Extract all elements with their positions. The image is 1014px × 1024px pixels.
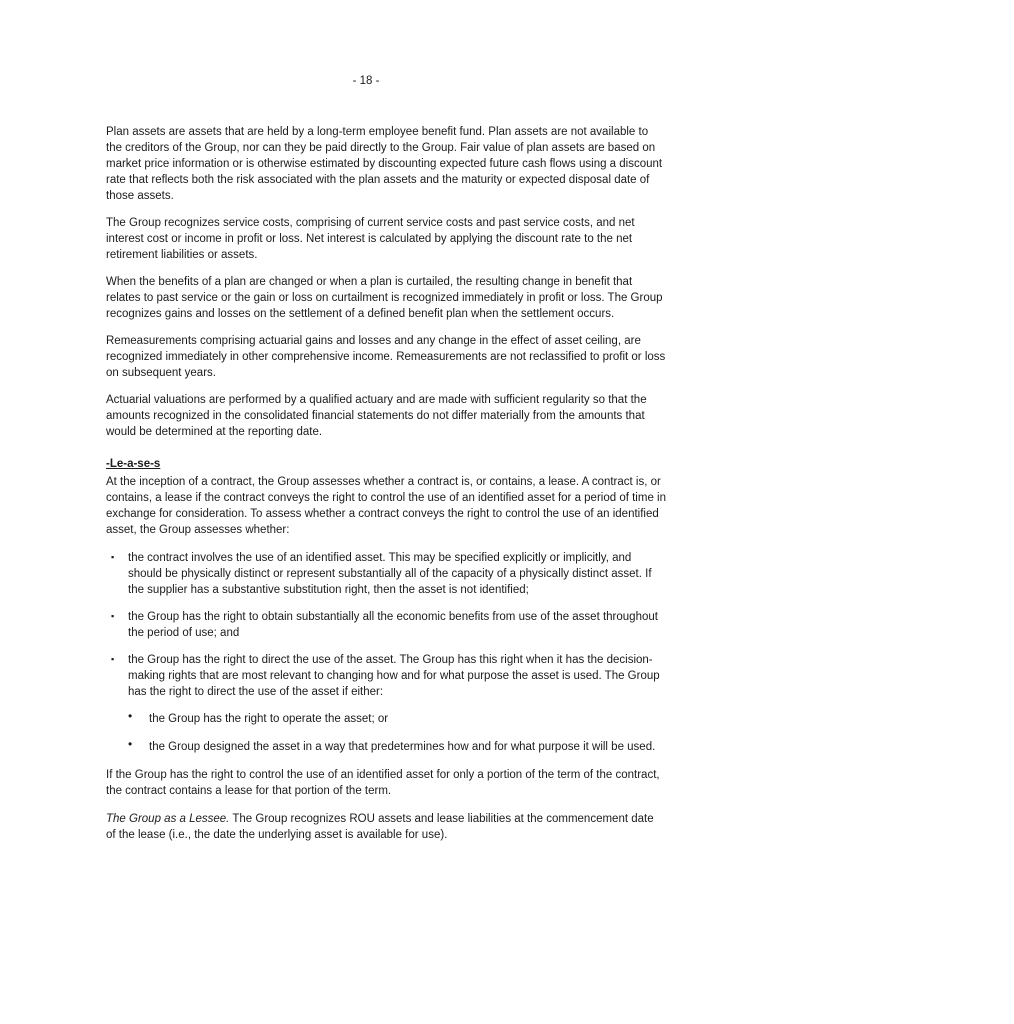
paragraph-plan-changes: When the benefits of a plan are changed or when a plan is curtailed, the resulting change in benefit that relates to past service or the gain or loss on curtailment is recognized immediately in profit or loss. The Group recognizes gains and losses on the settlement of a defined benefit plan when the settlement occurs. bbox=[106, 276, 663, 320]
sub-list-item bbox=[106, 711, 666, 727]
paragraph-leases-intro: At the inception of a contract, the Group assesses whether a contract is, or contains, a lease. A contract is, or contains, a lease if the contract conveys the right to control the use of an identified asset for a period of time in exchange for consideration. To assess whether a contract conveys the right to control the use of an identified asset, the Group assesses whether: bbox=[106, 476, 666, 536]
sub-bullet-marker: • bbox=[128, 737, 133, 751]
list-item-text: the Group has the right to direct the use of the asset. The Group has this right when it has the decision-making rights that are most relevant to changing how and for what purpose the asset is used. The Group has the right to direct the use of the asset if either: bbox=[128, 654, 660, 698]
paragraph-remeasurements: Remeasurements comprising actuarial gains and losses and any change in the effect of asset ceiling, are recognized immediately in other comprehensive income. Remeasurements are not reclassified to profit or loss on subsequent years. bbox=[106, 335, 666, 379]
list-item bbox=[106, 609, 666, 641]
paragraph-plan-assets: Plan assets are assets that are held by a long-term employee benefit fund. Plan assets are not available to the creditors of the Group, nor can they be paid directly to the Group. Fair value of plan assets are based on market price information or is otherwise estimated by discounting expected future cash flows using a discount rate that reflects both the risk associated with the plan assets and the maturity or expected disposal date of those assets. bbox=[106, 126, 663, 202]
list-item-text: the contract involves the use of an identified asset. This may be specified explicitly or implicitly, and should be physically distinct or represent substantially all of the capacity of a physically distinct asset. If the supplier has a substantive substitution right, then the asset is not identified; bbox=[128, 552, 652, 596]
list-item-text: the Group has the right to obtain substantially all the economic benefits from use of the asset throughout the period of use; and bbox=[128, 611, 658, 639]
paragraph-lease-portion: If the Group has the right to control the use of an identified asset for only a portion of the term of the contract, the contract contains a lease for that portion of the term. bbox=[106, 769, 660, 797]
sub-list-item-text: the Group designed the asset in a way that predetermines how and for what purpose it will be used. bbox=[149, 741, 656, 753]
list-item bbox=[106, 550, 666, 598]
document-body bbox=[106, 124, 666, 854]
section-heading-leases: -Le-a-se-s bbox=[106, 458, 161, 470]
paragraph-group-as-lessee bbox=[106, 811, 666, 843]
lessee-label: The Group as a Lessee. bbox=[106, 813, 230, 825]
paragraph-service-costs: The Group recognizes service costs, comprising of current service costs and past service costs, and net interest cost or income in profit or loss. Net interest is calculated by applying the discount rate to the net retirement liabilities or assets. bbox=[106, 217, 635, 261]
sub-list-item-text: the Group has the right to operate the asset; or bbox=[149, 713, 389, 725]
paragraph-actuarial-valuations: Actuarial valuations are performed by a qualified actuary and are made with sufficient regularity so that the amounts recognized in the consolidated financial statements do not differ materially from the amounts that would be determined at the reporting date. bbox=[106, 394, 647, 438]
sub-bullet-marker: • bbox=[128, 709, 133, 723]
bullet-marker: ▪ bbox=[111, 552, 115, 562]
bullet-marker: ▪ bbox=[111, 654, 115, 664]
list-item bbox=[106, 652, 666, 700]
sub-list-item bbox=[106, 739, 666, 755]
page-number: - 18 - bbox=[352, 75, 380, 87]
bullet-marker: ▪ bbox=[111, 611, 115, 621]
lessee-text: The Group recognizes ROU assets and lease liabilities at the commencement date of the lease (i.e., the date the underlying asset is available for use). bbox=[106, 813, 654, 841]
